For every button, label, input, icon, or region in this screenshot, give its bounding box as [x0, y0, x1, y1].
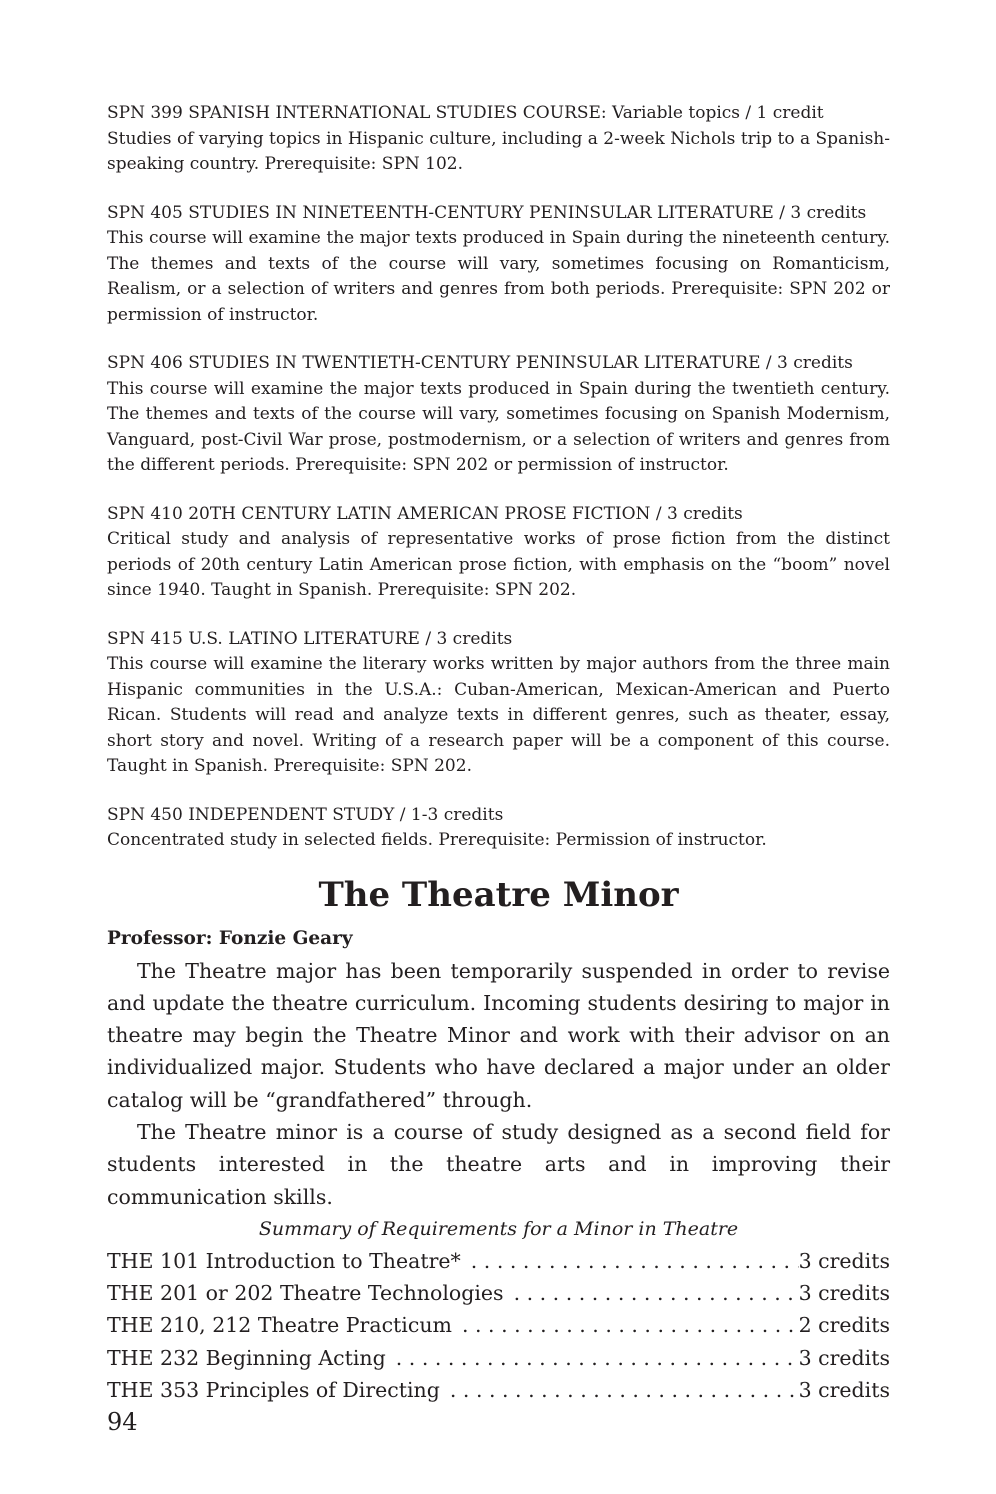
course-description: Critical study and analysis of representative works of prose fiction from the distinct periods of 20th century Latin American prose fiction, with emphasis on the “boom” novel since 1940. Taught in Spanish. Prerequisite: SPN 202.	[107, 529, 890, 600]
course-entry-spn-405	[107, 201, 890, 329]
course-description: This course will examine the literary works written by major authors from the three main Hispanic communities in the U.S.A.: Cuban-American, Mexican-American and Puerto Rican. Students will read and analyze texts in different genres, such as theater, essay, short story and novel. Writing of a research paper will be a component of this course. Taught in Spanish. Prerequisite: SPN 202.	[107, 654, 890, 776]
requirement-row	[107, 1309, 890, 1341]
course-title: SPN 415 U.S. LATINO LITERATURE / 3 credits	[107, 628, 513, 649]
dot-leader	[462, 1309, 799, 1341]
minor-description-paragraph: The Theatre minor is a course of study designed as a second field for students interested in the theatre arts and in improving their communication skills.	[107, 1119, 890, 1209]
catalog-page	[107, 101, 890, 1406]
course-entry-spn-406	[107, 351, 890, 479]
course-entry-spn-450	[107, 803, 890, 854]
intro-paragraph: The Theatre major has been temporarily suspended in order to revise and update the theatre curriculum. Incoming students desiring to major in theatre may begin the Theatre Minor and work with their advisor on an individualized major. Students who have declared a major under an older catalog will be “grandfathered” through.	[107, 958, 890, 1112]
dot-leader	[396, 1342, 799, 1374]
requirements-heading: Summary of Requirements for a Minor in Theatre	[258, 1217, 739, 1240]
course-description: Studies of varying topics in Hispanic culture, including a 2-week Nichols trip to a Spanish-speaking country. Prerequisite: SPN 102.	[107, 128, 890, 174]
requirement-credits: 3 credits	[798, 1248, 890, 1273]
course-description: This course will examine the major texts produced in Spain during the nineteenth century. The themes and texts of the course will vary, sometimes focusing on Romanticism, Realism, or a selection of writers and genres from both periods. Prerequisite: SPN 202 or permission of instructor.	[107, 228, 890, 325]
course-title: SPN 406 STUDIES IN TWENTIETH-CENTURY PENINSULAR LITERATURE / 3 credits	[107, 353, 853, 373]
course-entry-spn-399	[107, 101, 890, 178]
requirement-course: THE 201 or 202 Theatre Technologies	[107, 1281, 504, 1306]
requirement-course: THE 210, 212 Theatre Practicum	[107, 1313, 452, 1338]
course-title: SPN 405 STUDIES IN NINETEENTH-CENTURY PENINSULAR LITERATURE / 3 credits	[107, 202, 867, 223]
requirement-course: THE 232 Beginning Acting	[107, 1345, 386, 1370]
requirements-list	[107, 1245, 890, 1406]
course-title: SPN 410 20TH CENTURY LATIN AMERICAN PROSE FICTION / 3 credits	[107, 503, 743, 524]
requirement-course: THE 101 Introduction to Theatre*	[107, 1248, 461, 1273]
dot-leader	[471, 1245, 799, 1277]
dot-leader	[514, 1277, 799, 1309]
page-number: 94	[107, 1408, 138, 1436]
course-description: This course will examine the major texts produced in Spain during the twentieth century. The themes and texts of the course will vary, sometimes focusing on Spanish Modernism, Vanguard, post-Civil War prose, postmodernism, or a selection of writers and genres from the different periods. Prerequisite: SPN 202 or permission of instructor.	[107, 378, 890, 475]
requirement-credits: 3 credits	[798, 1281, 890, 1306]
requirement-row	[107, 1342, 890, 1374]
requirement-row	[107, 1277, 890, 1309]
course-title: SPN 399 SPANISH INTERNATIONAL STUDIES COURSE: Variable topics / 1 credit	[107, 103, 824, 123]
requirement-credits: 2 credits	[798, 1313, 890, 1338]
requirement-row	[107, 1245, 890, 1277]
dot-leader	[450, 1374, 799, 1406]
requirement-credits: 3 credits	[798, 1345, 890, 1370]
requirement-course: THE 353 Principles of Directing	[107, 1378, 440, 1403]
section-heading: The Theatre Minor	[318, 874, 679, 915]
course-title: SPN 450 INDEPENDENT STUDY / 1-3 credits	[107, 804, 504, 825]
course-description: Concentrated study in selected fields. Prerequisite: Permission of instructor.	[107, 830, 767, 850]
requirement-row	[107, 1374, 890, 1406]
course-entry-spn-410	[107, 502, 890, 604]
professor-name: Professor: Fonzie Geary	[107, 927, 353, 949]
course-entry-spn-415	[107, 627, 890, 780]
requirement-credits: 3 credits	[798, 1378, 890, 1403]
